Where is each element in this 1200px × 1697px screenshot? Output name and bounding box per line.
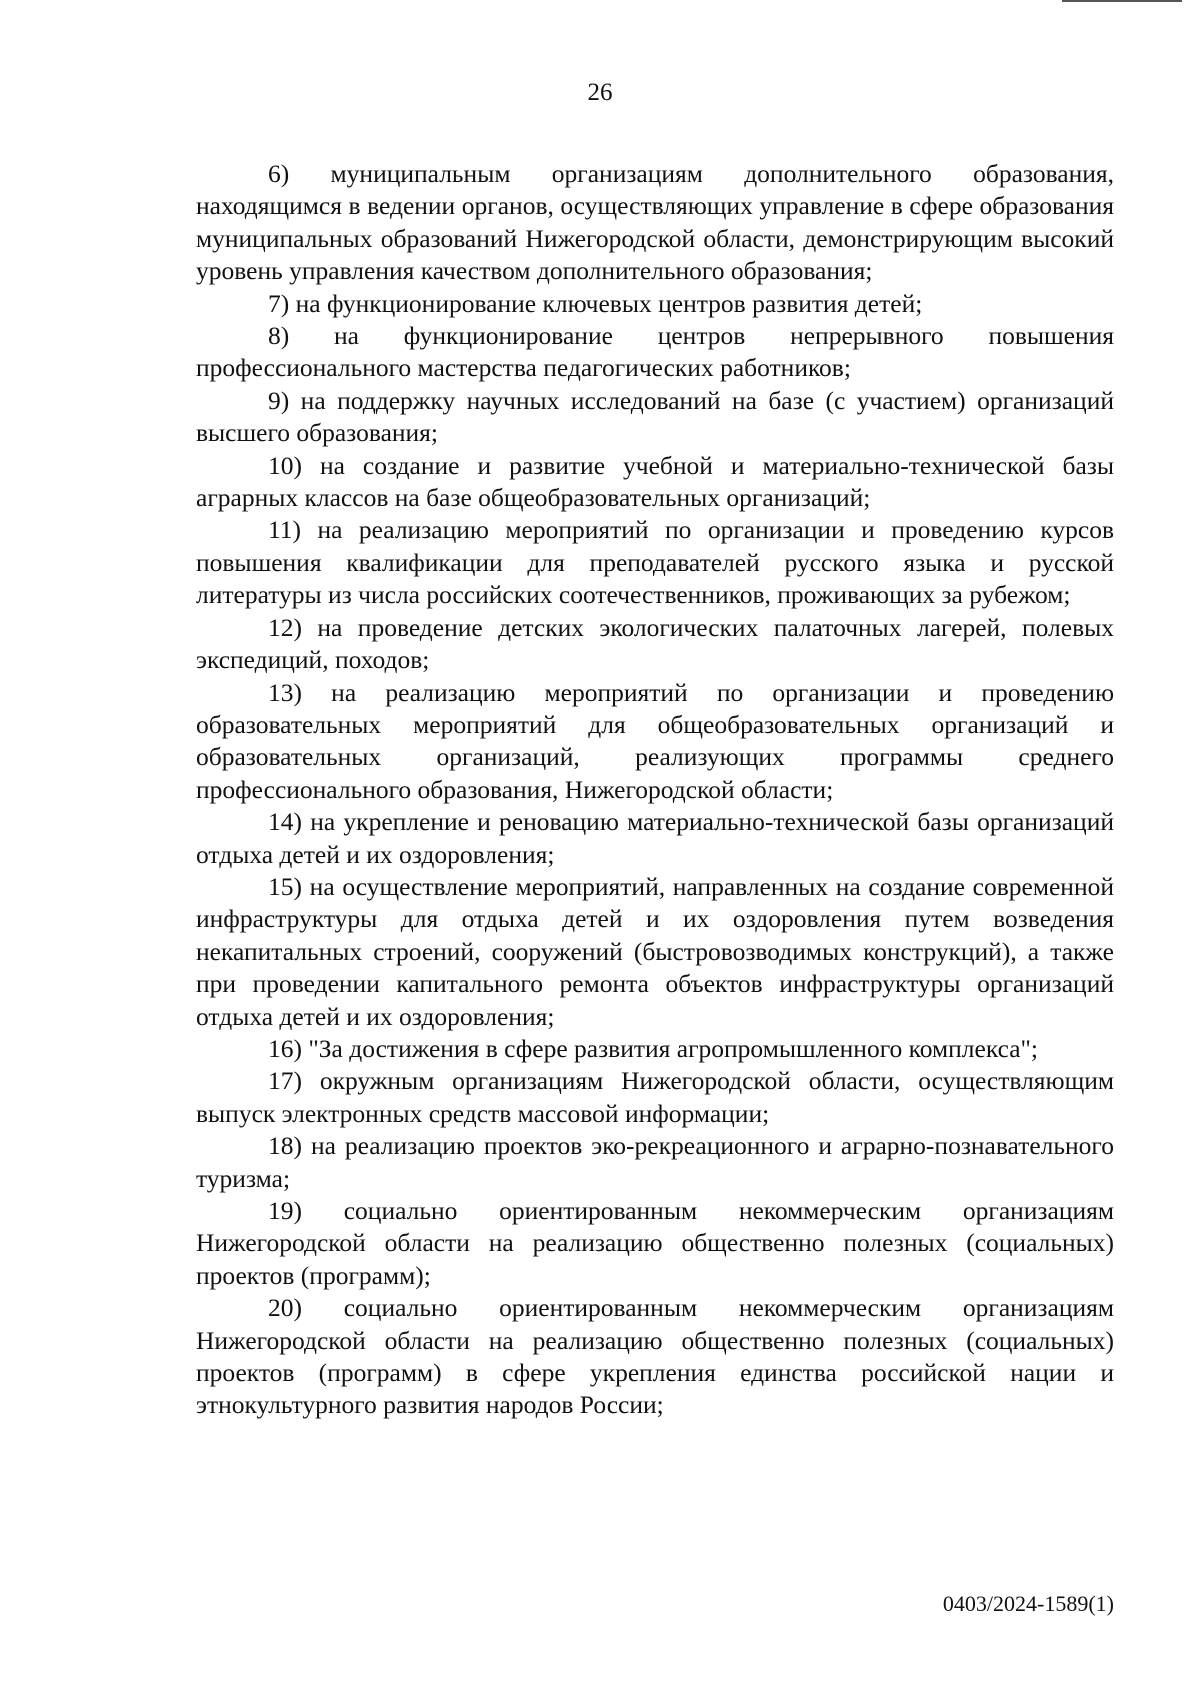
- list-item-11: 11) на реализацию мероприятий по организации и проведению курсов повышения квалификации для преподавателей русского языка и русской литературы из числа российских соотечественников, проживающих за рубежом;: [196, 515, 1114, 610]
- list-item-8: 8) на функционирование центров непрерывного повышения профессионального мастерства педагогических работников;: [196, 321, 1114, 383]
- list-item-19: 19) социально ориентированным некоммерческим организациям Нижегородской области на реализацию общественно полезных (социальных) проектов (программ);: [196, 1196, 1114, 1290]
- list-item-15: 15) на осуществление мероприятий, направленных на создание современной инфраструктуры для отдыха детей и их оздоровления путем возведения некапитальных строений, сооружений (быстровозводимых конструкций), а также при проведении капитального ремонта объектов инфраструктуры организаций отдыха детей и их оздоровления;: [196, 871, 1114, 1031]
- list-item-16: 16) "За достижения в сфере развития агропромышленного комплекса";: [268, 1033, 1039, 1063]
- list-item-17: 17) окружным организациям Нижегородской области, осуществляющим выпуск электронных средств массовой информации;: [196, 1066, 1114, 1128]
- page-number: 26: [587, 79, 613, 106]
- list-item-20: 20) социально ориентированным некоммерческим организациям Нижегородской области на реализацию общественно полезных (социальных) проектов (программ) в сфере укрепления единства российской нации и этнокультурного развития народов России;: [196, 1293, 1114, 1420]
- list-item-6: 6) муниципальным организациям дополнительного образования, находящимся в ведении органов, осуществляющих управление в сфере образования муниципальных образований Нижегородской области, демонстрирующим высокий уровень управления качеством дополнительного образования;: [196, 159, 1114, 286]
- list-item-12: 12) на проведение детских экологических палаточных лагерей, полевых экспедиций, походов;: [196, 612, 1114, 675]
- list-item-7: 7) на функционирование ключевых центров развития детей;: [268, 288, 923, 318]
- list-item-14: 14) на укрепление и реновацию материально-технической базы организаций отдыха детей и их оздоровления;: [196, 807, 1114, 869]
- top-edge-rule: [1062, 0, 1182, 2]
- document-registration-code: 0403/2024-1589(1): [942, 1591, 1114, 1616]
- document-body: [196, 158, 1114, 1422]
- list-item-13: 13) на реализацию мероприятий по организации и проведению образовательных мероприятий для общеобразовательных организаций и образовательных организаций, реализующих программы среднего профессионального образования, Нижегородской области;: [196, 677, 1114, 804]
- list-item-9: 9) на поддержку научных исследований на базе (с участием) организаций высшего образования;: [196, 385, 1114, 448]
- list-item-10: 10) на создание и развитие учебной и материально-технической базы аграрных классов на базе общеобразовательных организаций;: [196, 450, 1114, 513]
- list-item-18: 18) на реализацию проектов эко-рекреационного и аграрно-познавательного туризма;: [196, 1131, 1114, 1193]
